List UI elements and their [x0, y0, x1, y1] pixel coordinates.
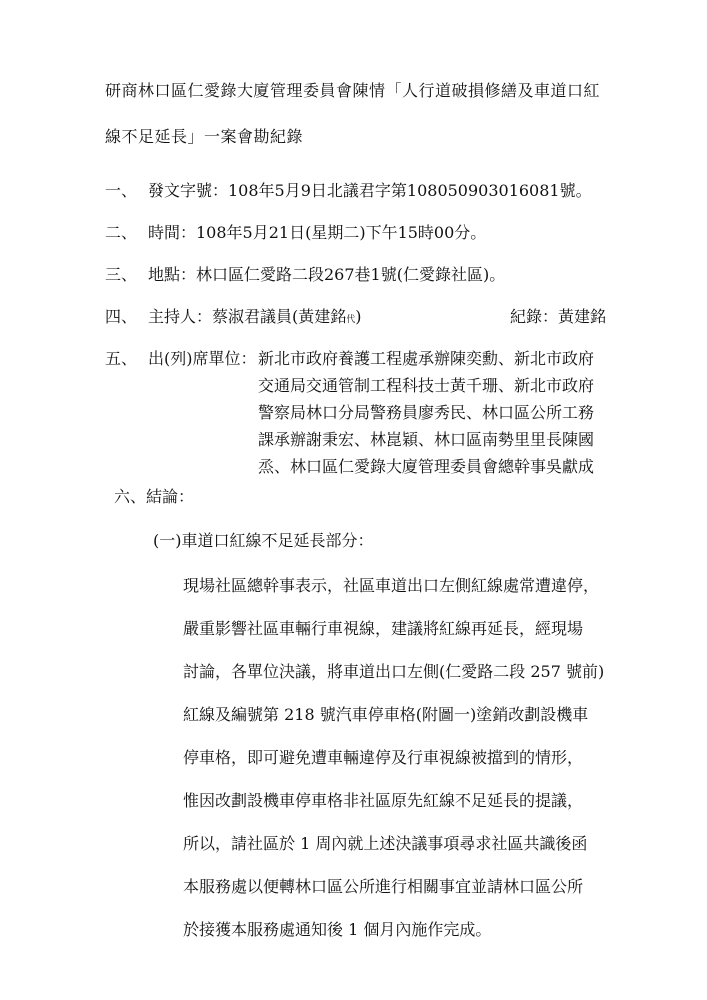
conclusion-line-3: 討論，各單位決議，將車道出口左側(仁愛路二段 257 號前) [183, 662, 605, 681]
item-2-text: 時間：108年5月21日(星期二)下午15時00分。 [148, 223, 487, 242]
item-1-number: 一、 [105, 181, 138, 200]
item-5-number: 五、 [105, 349, 138, 368]
attendees-line-5: 烝、林口區仁愛錄大廈管理委員會總幹事吳獻成 [258, 457, 595, 476]
item-1-text: 發文字號：108年5月9日北議君字第1080509030160​81號。 [148, 181, 592, 200]
conclusion-line-8: 本服務處以便轉林口區公所進行相關事宜並請林口區公所 [183, 877, 584, 896]
attendees-line-1: 新北市政府養護工程處承辦陳奕勳、新北市政府 [258, 349, 595, 368]
attendees-label: 出(列)席單位： [148, 349, 257, 368]
attendees-line-3: 警察局林口分局警務員廖秀民、林口區公所工務 [258, 403, 595, 422]
conclusion-line-1: 現場社區總幹事表示，社區車道出口左側紅線處常遭違停， [183, 576, 600, 595]
conclusion-line-9: 於接獲本服務處通知後 1 個月內施作完成。 [183, 920, 492, 939]
conclusion-line-5: 停車格，即可避免遭車輛違停及行車視線被擋到的情形， [183, 748, 584, 767]
conclusion-line-7: 所以，請社區於 1 周內就上述決議事項尋求社區共識後函 [183, 834, 588, 853]
title-line-2: 線不足延長」一案會勘紀錄 [105, 127, 304, 146]
item-4-number: 四、 [105, 307, 138, 326]
item-2-number: 二、 [105, 223, 138, 242]
conclusion-subheading: (一)車道口紅線不足延長部分： [153, 531, 374, 550]
item-3-number: 三、 [105, 265, 138, 284]
conclusion-heading: 六、結論： [114, 487, 195, 506]
conclusion-line-2: 嚴重影響社區車輛行車視線，建議將紅線再延長，經現場 [183, 619, 584, 638]
title-line-1: 研商林口區仁愛錄大廈管理委員會陳情「人行道破損修繕及車道口紅 [105, 81, 601, 100]
attendees-line-4: 課承辦謝秉宏、林崑穎、林口區南勢里里長陳國 [258, 430, 595, 449]
item-3-text: 地點：林口區仁愛路二段267巷1號(仁愛錄社區)。 [148, 265, 506, 284]
host-suffix: 代 [346, 315, 356, 325]
attendees-line-2: 交通局交通管制工程科技士黃千珊、新北市政府 [258, 376, 595, 395]
conclusion-line-6: 惟因改劃設機車停車格非社區原先紅線不足延長的提議， [183, 791, 584, 810]
conclusion-line-4: 紅線及編號第 218 號汽車停車格(附圖一)塗銷改劃設機車 [183, 705, 589, 724]
recorder: 紀錄：黃建銘 [510, 307, 607, 326]
host-text: 主持人：蔡淑君議員(黃建銘 [148, 307, 347, 326]
host-close: ) [355, 307, 362, 326]
host-line [148, 304, 362, 327]
